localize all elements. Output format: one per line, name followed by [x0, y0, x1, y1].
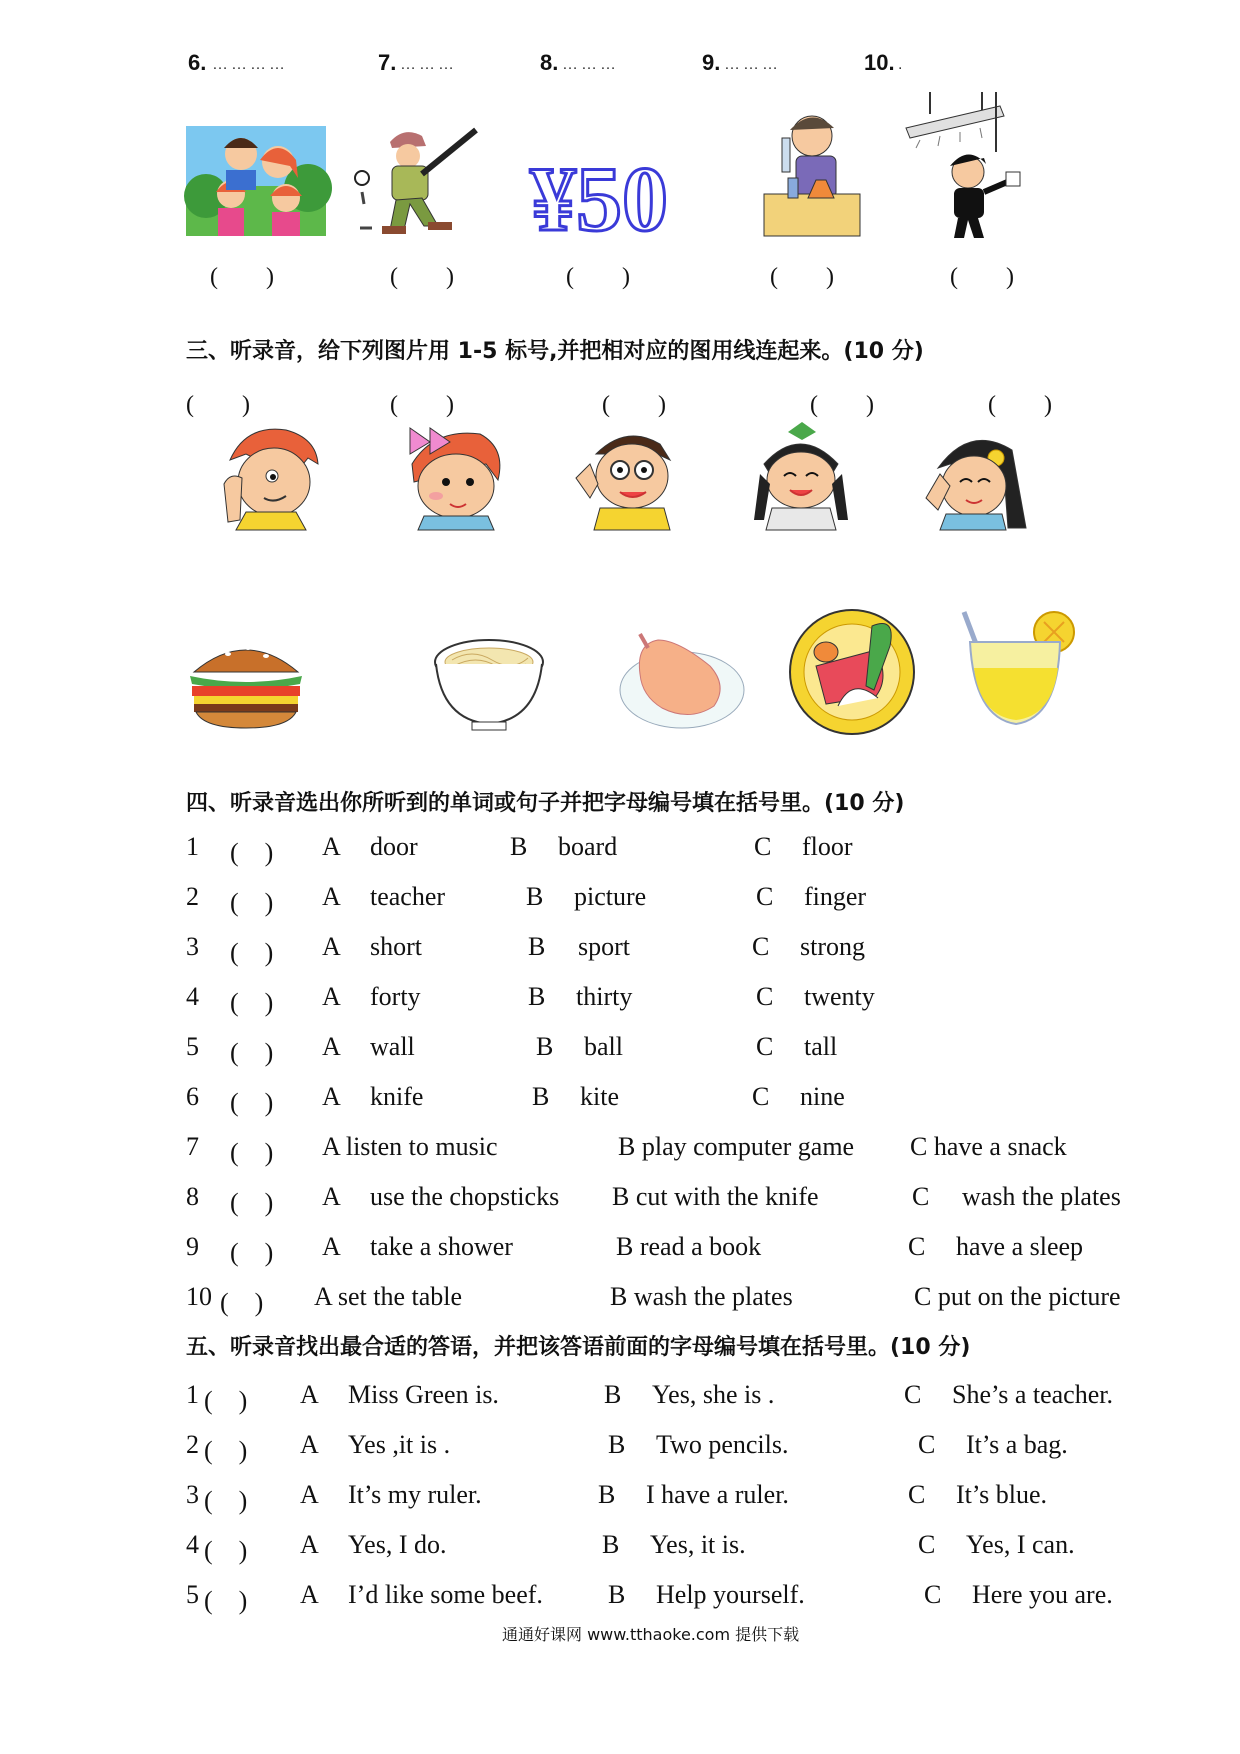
answer-paren[interactable]: ( ): [204, 1486, 248, 1515]
option-c-text: nine: [800, 1082, 845, 1111]
row-number: 1: [186, 1380, 199, 1409]
row-number: 1: [186, 832, 199, 861]
row-number: 7: [186, 1132, 199, 1161]
option-c-letter: C: [918, 1430, 936, 1459]
row-number: 6: [186, 1082, 199, 1111]
option-a-letter: A: [322, 1232, 341, 1261]
option-a-letter: A: [300, 1480, 319, 1509]
answer-paren[interactable]: ( ): [230, 1238, 274, 1267]
section-4-heading: 四、听录音选出你所听到的单词或句子并把字母编号填在括号里。(10 分): [186, 791, 905, 816]
row-number: 3: [186, 932, 199, 961]
hamburger-icon: [188, 632, 304, 728]
option-a-text: use the chopsticks: [370, 1182, 560, 1211]
option-a-text: short: [370, 932, 422, 961]
option-c-letter: C: [752, 932, 770, 961]
option-b-letter: B: [532, 1082, 550, 1111]
price-tag-icon: [530, 148, 700, 250]
option-c-letter: C: [908, 1232, 926, 1261]
option-c-text: C put on the picture: [914, 1282, 1121, 1311]
option-a-text: knife: [370, 1082, 424, 1111]
option-a-letter: A: [322, 1182, 341, 1211]
option-b-text: sport: [578, 932, 630, 961]
answer-paren[interactable]: ( ): [204, 1436, 248, 1465]
row-number: 3: [186, 1480, 199, 1509]
option-a-letter: A: [322, 1082, 341, 1111]
option-a-text: teacher: [370, 882, 446, 911]
boy-face-icon: [216, 424, 326, 530]
option-c-text: C have a snack: [910, 1132, 1067, 1161]
option-c-letter: C: [918, 1530, 936, 1559]
answer-paren[interactable]: ( ): [230, 1188, 274, 1217]
option-b-text: B play computer game: [618, 1132, 855, 1161]
option-a-text: wall: [370, 1032, 415, 1061]
option-b-text: B wash the plates: [610, 1282, 793, 1311]
option-c-letter: C: [756, 982, 774, 1011]
option-c-text: finger: [804, 882, 867, 911]
option-b-letter: B: [598, 1480, 616, 1509]
answer-paren-8[interactable]: ( ): [566, 264, 630, 290]
person-paren-2[interactable]: ( ): [390, 392, 454, 418]
person-paren-3[interactable]: ( ): [602, 392, 666, 418]
option-c-text: Yes, I can.: [966, 1530, 1075, 1559]
row-number: 2: [186, 882, 199, 911]
option-b-text: Yes, it is.: [650, 1530, 746, 1559]
option-a-letter: A: [322, 1032, 341, 1061]
girl-bow-icon: [394, 424, 512, 530]
option-a-text: It’s my ruler.: [348, 1480, 482, 1509]
item-number-10: 10.: [864, 50, 895, 75]
option-c-letter: C: [904, 1380, 922, 1409]
person-paren-5[interactable]: ( ): [988, 392, 1052, 418]
option-a-text: A set the table: [314, 1282, 463, 1311]
family-group-icon: [186, 126, 326, 236]
option-b-text: B cut with the knife: [612, 1182, 819, 1211]
row-number: 5: [186, 1032, 199, 1061]
option-b-letter: B: [604, 1380, 622, 1409]
option-b-letter: B: [536, 1032, 554, 1061]
option-c-text: tall: [804, 1032, 838, 1061]
option-b-text: ball: [584, 1032, 623, 1061]
option-b-text: kite: [580, 1082, 619, 1111]
option-a-letter: A: [300, 1580, 319, 1609]
option-b-text: Help yourself.: [656, 1580, 805, 1609]
option-a-letter: A: [322, 982, 341, 1011]
answer-paren[interactable]: ( ): [204, 1536, 248, 1565]
dotted-answer-line: …………: [212, 56, 288, 73]
chicken-plate-icon: [618, 630, 746, 730]
option-a-text: door: [370, 832, 418, 861]
option-a-letter: A: [322, 832, 341, 861]
option-c-text: twenty: [804, 982, 875, 1011]
answer-paren[interactable]: ( ): [230, 938, 274, 967]
option-a-text: Yes, I do.: [348, 1530, 447, 1559]
juice-glass-icon: [960, 608, 1086, 732]
boy-glasses-icon: [570, 424, 684, 530]
baseball-player-icon: [352, 122, 492, 240]
dotted-answer-line: .: [898, 56, 906, 73]
option-a-letter: A: [300, 1430, 319, 1459]
option-c-letter: C: [754, 832, 772, 861]
option-b-letter: B: [528, 932, 546, 961]
option-c-letter: C: [756, 882, 774, 911]
option-c-text: have a sleep: [956, 1232, 1084, 1261]
answer-paren-7[interactable]: ( ): [390, 264, 454, 290]
section-5-heading: 五、听录音找出最合适的答语，并把该答语前面的字母编号填在括号里。(10 分): [186, 1335, 971, 1360]
item-number-7: 7.: [378, 50, 397, 75]
option-b-text: I have a ruler.: [646, 1480, 789, 1509]
answer-paren[interactable]: ( ): [230, 838, 274, 867]
row-number: 5: [186, 1580, 199, 1609]
answer-paren[interactable]: ( ): [230, 1088, 274, 1117]
option-a-text: take a shower: [370, 1232, 513, 1261]
option-b-letter: B: [608, 1430, 626, 1459]
boy-under-lamp-icon: [900, 92, 1040, 240]
option-a-letter: A: [322, 882, 341, 911]
option-b-text: board: [558, 832, 618, 861]
row-number: 2: [186, 1430, 199, 1459]
row-number: 8: [186, 1182, 199, 1211]
option-a-text: forty: [370, 982, 421, 1011]
row-number: 10: [186, 1282, 212, 1311]
option-b-letter: B: [602, 1530, 620, 1559]
option-c-text: Here you are.: [972, 1580, 1113, 1609]
answer-paren[interactable]: ( ): [230, 1138, 274, 1167]
option-c-text: It’s blue.: [956, 1480, 1047, 1509]
answer-paren[interactable]: ( ): [230, 988, 274, 1017]
section-3-heading: 三、听录音，给下列图片用 1-5 标号,并把相对应的图用线连起来。(10 分): [186, 339, 924, 364]
option-c-letter: C: [912, 1182, 930, 1211]
option-b-text: B read a book: [616, 1232, 762, 1261]
option-a-text: Yes ,it is .: [348, 1430, 451, 1459]
option-c-text: She’s a teacher.: [952, 1380, 1113, 1409]
svg-text:¥50: ¥50: [530, 148, 668, 250]
option-b-text: Two pencils.: [656, 1430, 789, 1459]
person-paren-4[interactable]: ( ): [810, 392, 874, 418]
option-a-text: A listen to music: [322, 1132, 498, 1161]
option-a-text: I’d like some beef.: [348, 1580, 543, 1609]
option-c-letter: C: [752, 1082, 770, 1111]
option-c-letter: C: [924, 1580, 942, 1609]
answer-paren[interactable]: ( ): [220, 1288, 264, 1317]
answer-paren-6[interactable]: ( ): [210, 264, 274, 290]
option-b-letter: B: [608, 1580, 626, 1609]
answer-paren[interactable]: ( ): [204, 1386, 248, 1415]
answer-paren-10[interactable]: ( ): [950, 264, 1014, 290]
option-c-text: wash the plates: [962, 1182, 1121, 1211]
option-c-text: floor: [802, 832, 853, 861]
option-b-letter: B: [510, 832, 528, 861]
option-a-letter: A: [322, 932, 341, 961]
science-student-icon: [760, 108, 870, 240]
item-number-9: 9.: [702, 50, 721, 75]
girl-flower-icon: [916, 424, 1040, 530]
option-c-text: It’s a bag.: [966, 1430, 1068, 1459]
row-number: 4: [186, 982, 199, 1011]
dotted-answer-line: ………: [562, 56, 619, 73]
option-b-text: Yes, she is .: [652, 1380, 775, 1409]
answer-paren[interactable]: ( ): [230, 888, 274, 917]
girl-pigtails-icon: [746, 424, 856, 530]
person-paren-1[interactable]: ( ): [186, 392, 250, 418]
row-number: 4: [186, 1530, 199, 1559]
footer-credit: 通通好课网 www.tthaoke.com 提供下载: [502, 1625, 800, 1644]
option-b-text: picture: [574, 882, 647, 911]
meat-vegetable-plate-icon: [786, 606, 920, 734]
answer-paren[interactable]: ( ): [204, 1586, 248, 1615]
item-number-8: 8.: [540, 50, 559, 75]
row-number: 9: [186, 1232, 199, 1261]
option-b-letter: B: [528, 982, 546, 1011]
option-b-letter: B: [526, 882, 544, 911]
option-a-letter: A: [300, 1530, 319, 1559]
option-c-letter: C: [908, 1480, 926, 1509]
dotted-answer-line: ………: [400, 56, 457, 73]
item-number-6: 6.: [188, 50, 207, 75]
option-c-letter: C: [756, 1032, 774, 1061]
option-b-text: thirty: [576, 982, 633, 1011]
dotted-answer-line: ………: [724, 56, 781, 73]
option-a-letter: A: [300, 1380, 319, 1409]
answer-paren-9[interactable]: ( ): [770, 264, 834, 290]
noodles-bowl-icon: [432, 628, 546, 732]
option-a-text: Miss Green is.: [348, 1380, 499, 1409]
answer-paren[interactable]: ( ): [230, 1038, 274, 1067]
option-c-text: strong: [800, 932, 865, 961]
